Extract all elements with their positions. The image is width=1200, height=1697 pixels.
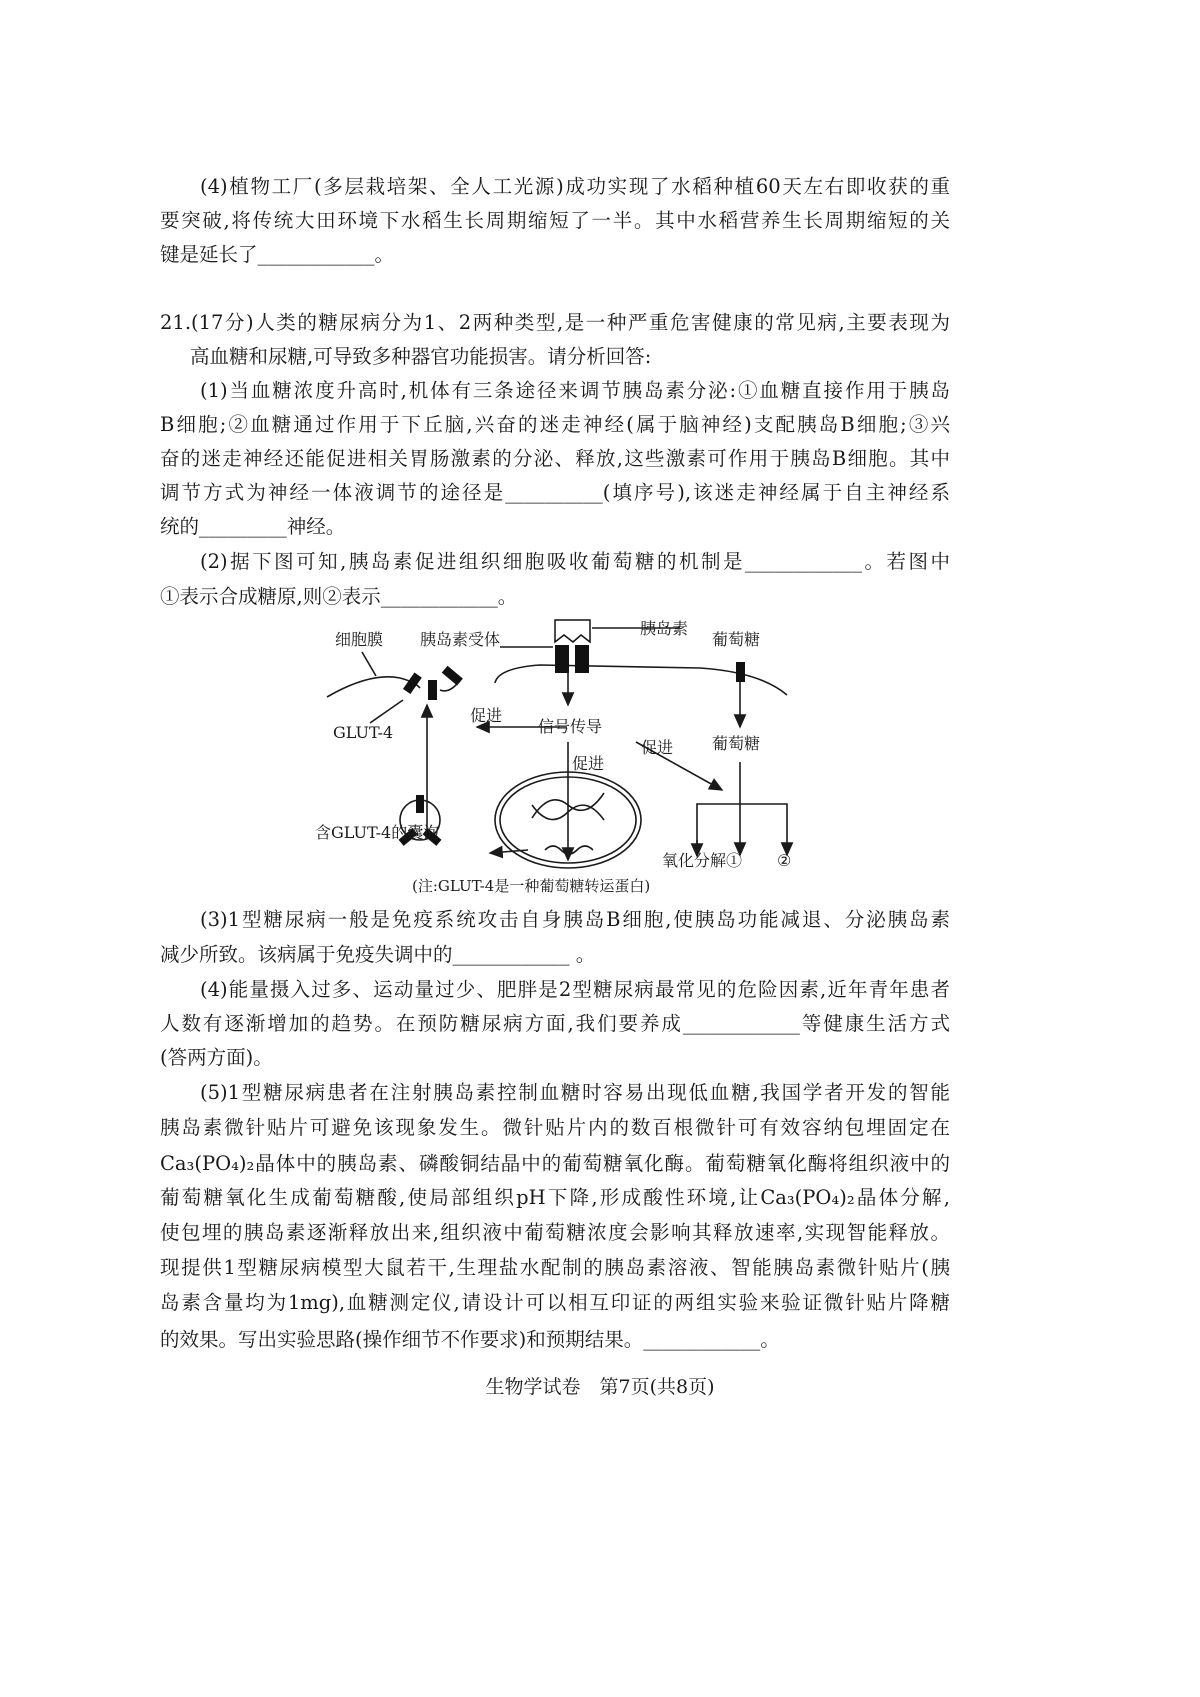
text-line: 葡萄糖氧化生成葡萄糖酸,使局部组织pH下降,形成酸性环境,让Ca₃(PO₄)₂晶体分解, — [160, 1186, 950, 1209]
text-line: 人数有逐渐增加的趋势。在预防糖尿病方面,我们要养成____________等健康生活方式 — [160, 1012, 950, 1035]
text-line: 键是延长了____________。 — [160, 243, 395, 266]
question-title: 21.(17分)人类的糖尿病分为1、2两种类型,是一种严重危害健康的常见病,主要表现为 — [160, 311, 950, 334]
insulin-receptor-icon — [555, 645, 569, 673]
text-line: (3)1型糖尿病一般是免疫系统攻击自身胰岛B细胞,使胰岛功能减退、分泌胰岛素 — [200, 908, 950, 931]
label-promote: 促进 — [641, 738, 674, 757]
text-line: 奋的迷走神经还能促进相关胃肠激素的分泌、释放,这些激素可作用于胰岛B细胞。其中 — [160, 447, 950, 470]
label-signal-transduction: 信号传导 — [538, 717, 603, 736]
label-promote: 促进 — [470, 706, 503, 725]
text-line: (4)能量摄入过多、运动量过少、肥胖是2型糖尿病最常见的危险因素,近年青年患者 — [200, 978, 950, 1001]
text-line: 使包埋的胰岛素逐渐释放出来,组织液中葡萄糖浓度会影响其释放速率,实现智能释放。 — [160, 1221, 950, 1244]
label-glucose-inside: 葡萄糖 — [712, 734, 761, 753]
text-line: B细胞;②血糖通过作用于下丘脑,兴奋的迷走神经(属于脑神经)支配胰岛B细胞;③兴 — [160, 413, 950, 436]
insulin-icon — [555, 620, 590, 642]
label-oxidation: 氧化分解① — [662, 851, 743, 870]
diagram-note: (注:GLUT-4是一种葡萄糖转运蛋白) — [412, 877, 651, 895]
text-line: 高血糖和尿糖,可导致多种器官功能损害。请分析回答: — [190, 345, 652, 368]
text-line: (答两方面)。 — [160, 1046, 273, 1069]
label-glucose-outside: 葡萄糖 — [712, 630, 761, 649]
text-line: 调节方式为神经一体液调节的途径是__________(填序号),该迷走神经属于自主神经系 — [160, 481, 950, 504]
label-promote: 促进 — [572, 754, 605, 773]
page-footer: 生物学试卷 第7页(共8页) — [485, 1376, 715, 1398]
text-line: Ca₃(PO₄)₂晶体中的胰岛素、磷酸铜结晶中的葡萄糖氧化酶。葡萄糖氧化酶将组织液中的 — [160, 1152, 950, 1175]
label-two: ② — [777, 851, 792, 870]
label-insulin-receptor: 胰岛素受体 — [420, 630, 501, 649]
text-line: 岛素含量均为1mg),血糖测定仪,请设计可以相互印证的两组实验来验证微针贴片降糖 — [160, 1291, 950, 1314]
text-line: 统的_________神经。 — [160, 515, 346, 538]
text-line: 现提供1型糖尿病模型大鼠若干,生理盐水配制的胰岛素溶液、智能胰岛素微针贴片(胰 — [160, 1256, 950, 1279]
text-line: ①表示合成糖原,则②表示____________。 — [160, 585, 518, 608]
glut4-icon — [403, 673, 422, 695]
label-vesicle: 含GLUT-4的囊泡 — [315, 823, 440, 842]
text-line: 减少所致。该病属于免疫失调中的____________ 。 — [160, 943, 596, 966]
text-line: (4)植物工厂(多层栽培架、全人工光源)成功实现了水稻种植60天左右即收获的重 — [200, 175, 950, 198]
text-line: (1)当血糖浓度升高时,机体有三条途径来调节胰岛素分泌:①血糖直接作用于胰岛 — [200, 379, 950, 402]
text-line: 的效果。写出实验思路(操作细节不作要求)和预期结果。____________。 — [160, 1328, 780, 1351]
text-line: (5)1型糖尿病患者在注射胰岛素控制血糖时容易出现低血糖,我国学者开发的智能 — [200, 1081, 950, 1104]
label-insulin: 胰岛素 — [640, 619, 689, 638]
label-cell-membrane: 细胞膜 — [335, 630, 384, 649]
text-line: (2)据下图可知,胰岛素促进组织细胞吸收葡萄糖的机制是____________。若图中 — [200, 550, 950, 573]
mrna — [545, 846, 593, 854]
text-line: 要突破,将传统大田环境下水稻生长周期缩短了一半。其中水稻营养生长周期缩短的关 — [160, 209, 950, 232]
label-glut4: GLUT-4 — [333, 723, 394, 742]
text-line: 胰岛素微针贴片可避免该现象发生。微针贴片内的数百根微针可有效容纳包埋固定在 — [160, 1116, 950, 1139]
